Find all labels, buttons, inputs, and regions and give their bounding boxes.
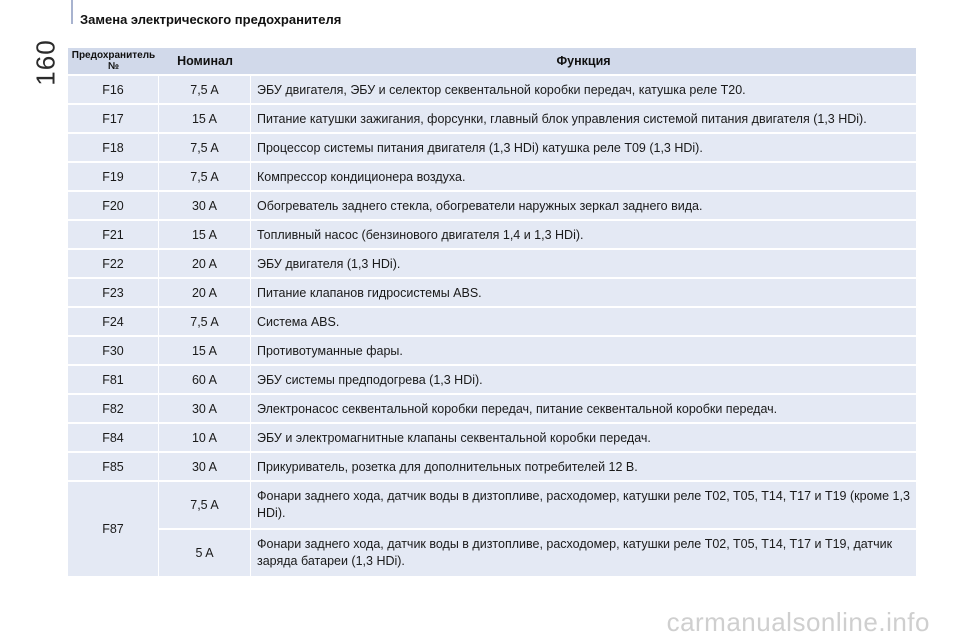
cell-fuse-f87: F87: [68, 482, 159, 578]
cell-function: Топливный насос (бензинового двигателя 1,4 и 1,3 HDi).: [251, 221, 916, 250]
cell-fuse: F19: [68, 163, 159, 192]
cell-rating: 60 A: [159, 366, 251, 395]
table-row: [68, 250, 916, 279]
cell-fuse: F16: [68, 76, 159, 105]
table-row: [68, 221, 916, 250]
cell-rating: 20 A: [159, 279, 251, 308]
cell-fuse: F82: [68, 395, 159, 424]
cell-function: Электронасос секвентальной коробки передач, питание секвентальной коробки передач.: [251, 395, 916, 424]
table-row: [68, 337, 916, 366]
cell-rating: 30 A: [159, 192, 251, 221]
cell-fuse: F30: [68, 337, 159, 366]
cell-rating: 7,5 A: [159, 308, 251, 337]
table-row: [68, 366, 916, 395]
watermark: carmanualsonline.info: [666, 607, 930, 637]
cell-fuse: F20: [68, 192, 159, 221]
table-row: [68, 134, 916, 163]
cell-function: Прикуриватель, розетка для дополнительных потребителей 12 В.: [251, 453, 916, 482]
table-row-f87-a: [68, 482, 916, 530]
table-row: [68, 105, 916, 134]
cell-rating: 7,5 A: [159, 482, 251, 530]
cell-fuse: F23: [68, 279, 159, 308]
cell-rating: 5 A: [159, 530, 251, 578]
page-number: [24, 32, 68, 92]
cell-function: Система ABS.: [251, 308, 916, 337]
table-row: [68, 424, 916, 453]
cell-function: ЭБУ системы предподогрева (1,3 HDi).: [251, 366, 916, 395]
cell-rating: 30 A: [159, 395, 251, 424]
table-row: [68, 395, 916, 424]
cell-rating: 20 A: [159, 250, 251, 279]
cell-function: ЭБУ и электромагнитные клапаны секвентальной коробки передач.: [251, 424, 916, 453]
cell-function: Процессор системы питания двигателя (1,3 HDi) катушка реле T09 (1,3 HDi).: [251, 134, 916, 163]
table-row: [68, 163, 916, 192]
page-title: Замена электрического предохранителя: [80, 12, 342, 27]
left-margin-rule: [71, 0, 73, 24]
cell-fuse: F24: [68, 308, 159, 337]
table-row-f87-b: [68, 530, 916, 578]
table-row: [68, 192, 916, 221]
cell-fuse: F85: [68, 453, 159, 482]
cell-rating: 30 A: [159, 453, 251, 482]
cell-rating: 15 A: [159, 221, 251, 250]
header-fuse: Предохранитель №: [68, 48, 159, 76]
table-row: [68, 308, 916, 337]
cell-function: Фонари заднего хода, датчик воды в дизтопливе, расходомер, катушки реле T02, T05, T14, T17 и T19 (кроме 1,3 HDi).: [251, 482, 916, 530]
cell-function: ЭБУ двигателя, ЭБУ и селектор секвентальной коробки передач, катушка реле T20.: [251, 76, 916, 105]
cell-rating: 15 A: [159, 337, 251, 366]
cell-fuse: F17: [68, 105, 159, 134]
cell-function: Противотуманные фары.: [251, 337, 916, 366]
table-row: [68, 453, 916, 482]
fuse-table: [68, 48, 916, 578]
table-row: [68, 76, 916, 105]
table-row: [68, 279, 916, 308]
table-header-row: [68, 48, 916, 76]
cell-rating: 15 A: [159, 105, 251, 134]
header-rating: Номинал: [159, 48, 251, 76]
cell-fuse: F18: [68, 134, 159, 163]
cell-fuse: F22: [68, 250, 159, 279]
cell-rating: 7,5 A: [159, 134, 251, 163]
header-function: Функция: [251, 48, 916, 76]
cell-function: Питание катушки зажигания, форсунки, главный блок управления системой питания двигателя (1,3 HDi).: [251, 105, 916, 134]
cell-rating: 7,5 A: [159, 76, 251, 105]
cell-function: Обогреватель заднего стекла, обогреватели наружных зеркал заднего вида.: [251, 192, 916, 221]
cell-fuse: F21: [68, 221, 159, 250]
cell-rating: 10 A: [159, 424, 251, 453]
cell-fuse: F84: [68, 424, 159, 453]
cell-function: Компрессор кондиционера воздуха.: [251, 163, 916, 192]
cell-function: Фонари заднего хода, датчик воды в дизтопливе, расходомер, катушки реле T02, T05, T14, T17 и T19, датчик заряда батареи (1,3 HDi).: [251, 530, 916, 578]
cell-function: Питание клапанов гидросистемы ABS.: [251, 279, 916, 308]
cell-function: ЭБУ двигателя (1,3 HDi).: [251, 250, 916, 279]
cell-rating: 7,5 A: [159, 163, 251, 192]
page-number-text: 160: [30, 38, 61, 86]
cell-fuse: F81: [68, 366, 159, 395]
